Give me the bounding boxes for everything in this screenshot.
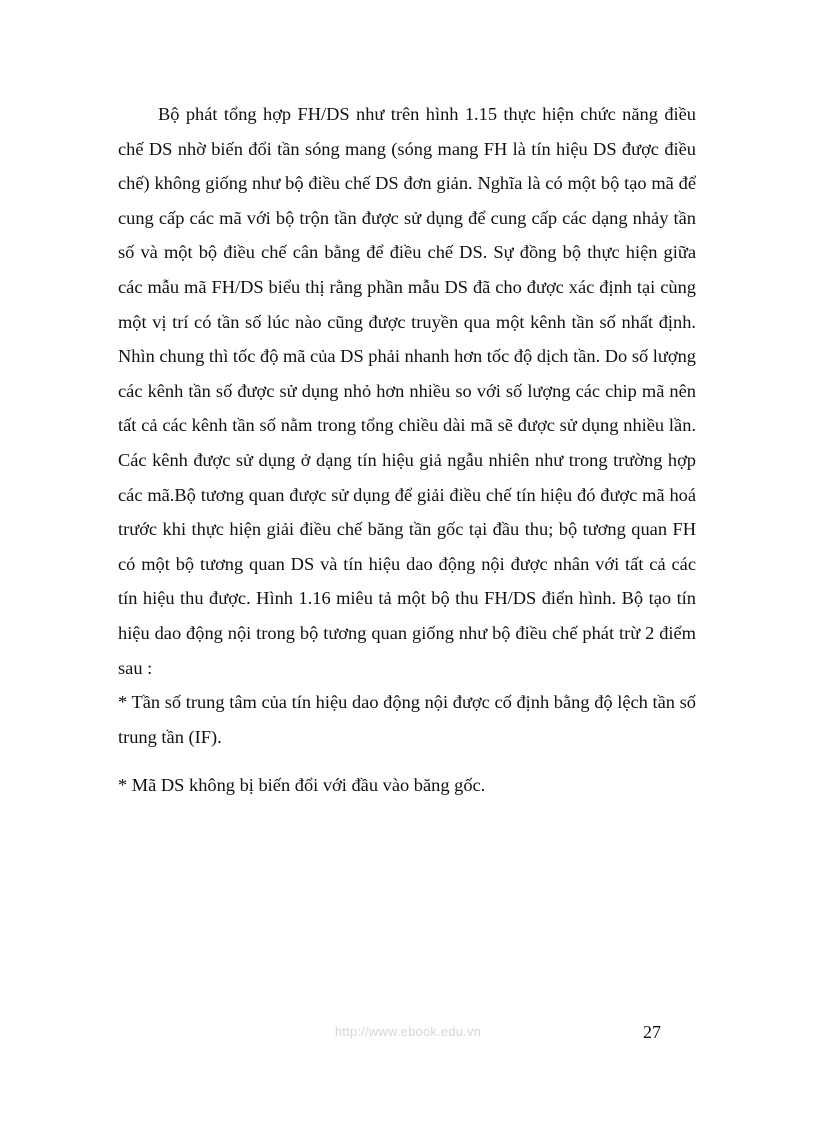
bullet-item-1: * Tần số trung tâm của tín hiệu dao động nội được cố định bằng độ lệch tần số trung tần (IF). [118,692,696,747]
footer-watermark-url: http://www.ebook.edu.vn [334,1024,482,1039]
page-number: 27 [643,1022,661,1042]
document-body [118,97,696,803]
main-paragraph: Bộ phát tổng hợp FH/DS như trên hình 1.15 thực hiện chức năng điều chế DS nhờ biến đổi tần sóng mang (sóng mang FH là tín hiệu DS được điều chế) không giống như bộ điều chế DS đơn giản. Nghĩa là có một bộ tạo mã để cung cấp các mã với bộ trộn tần được sử dụng để cung cấp các dạng nhảy tần số và một bộ điều chế cân bằng để điều chế DS. Sự đồng bộ thực hiện giữa các mẫu mã FH/DS biểu thị rằng phần mẫu DS đã cho được xác định tại cùng một vị trí có tần số lúc nào cũng được truyền qua một kênh tần số nhất định. Nhìn chung thì tốc độ mã của DS phải nhanh hơn tốc độ dịch tần. Do số lượng các kênh tần số được sử dụng nhỏ hơn nhiều so với số lượng các chip mã nên tất cả các kênh tần số nằm trong tổng chiều dài mã sẽ được sử dụng nhiều lần. Các kênh được sử dụng ở dạng tín hiệu giả ngẫu nhiên như trong trường hợp các mã.Bộ tương quan được sử dụng để giải điều chế tín hiệu đó được mã hoá trước khi thực hiện giải điều chế băng tần gốc tại đầu thu; bộ tương quan FH có một bộ tương quan DS và tín hiệu dao động nội được nhân với tất cả các tín hiệu thu được. Hình 1.16 miêu tả một bộ thu FH/DS điển hình. Bộ tạo tín hiệu dao động nội trong bộ tương quan giống như bộ điều chế phát trừ 2 điểm sau : [118,104,696,678]
bullet-item-2: * Mã DS không bị biến đổi với đầu vào băng gốc. [118,775,486,796]
